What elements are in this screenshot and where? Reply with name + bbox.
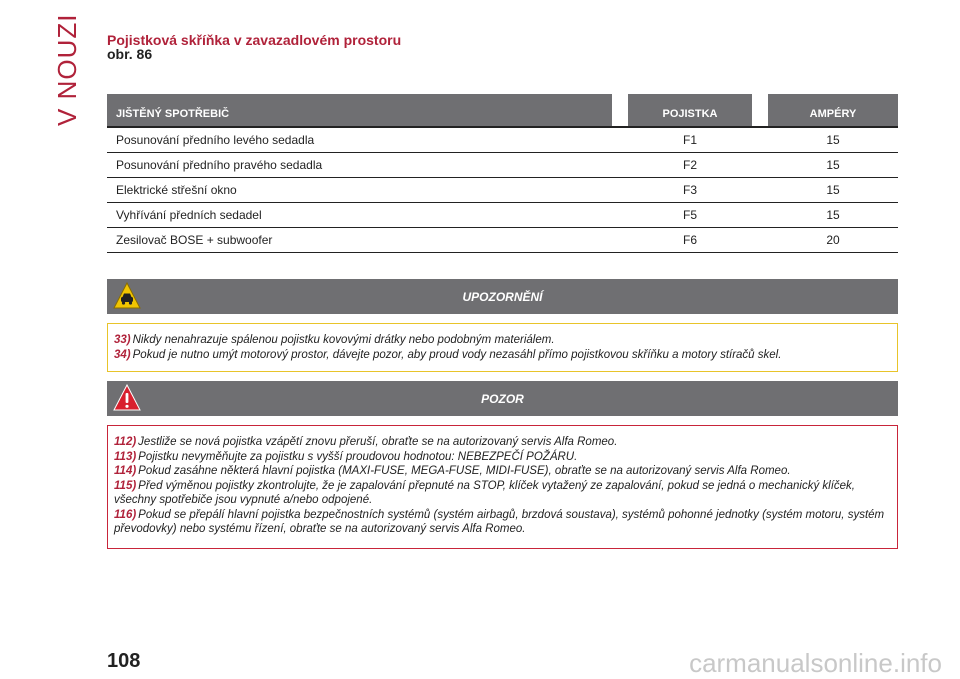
table-cell-consumer: Posunování předního levého sedadla [116, 133, 315, 147]
danger-item-number: 113) [114, 450, 137, 463]
fuse-table [107, 94, 898, 253]
danger-item-text: Před výměnou pojistky zkontrolujte, že je zapalování přepnuté na STOP, klíček vytažený ze zapalování, pokud se jedná o mechanický klíček, všechny spotřebiče jsou vypnuté a/nebo odpojené. [114, 479, 855, 506]
table-cell-consumer: Zesilovač BOSE + subwoofer [116, 233, 273, 247]
watermark: carmanualsonline.info [689, 648, 942, 678]
danger-item-text: Pojistku nevyměňujte za pojistku s vyšší proudovou hodnotou: NEBEZPEČÍ POŽÁRU. [138, 450, 578, 463]
table-body [107, 126, 898, 253]
column-header-fuse: POJISTKA [628, 94, 752, 126]
danger-item-text: Pokud se přepálí hlavní pojistka bezpečnostních systémů (systém airbagů, brzdová soustava), systémů pohonné jednotky (systém motoru, systém převodovky) nebo systému řízení, obraťte se na autorizovaný servis Alfa Romeo. [114, 508, 885, 535]
danger-item-number: 116) [114, 508, 137, 521]
column-header-consumer: JIŠTĚNÝ SPOTŘEBIČ [107, 94, 612, 126]
warning-item-number: 33) [114, 334, 131, 346]
table-cell-fuse: F2 [682, 158, 697, 172]
table-row [107, 203, 898, 228]
danger-item-number: 114) [114, 465, 137, 477]
table-cell-amperes: 15 [826, 208, 840, 222]
table-cell-amperes: 15 [826, 133, 840, 147]
danger-header-bar [107, 381, 898, 416]
danger-item-number: 112) [114, 436, 137, 448]
danger-item [114, 435, 891, 450]
table-row [107, 228, 898, 253]
table-cell-fuse: F1 [682, 133, 697, 147]
table-cell-consumer: Posunování předního pravého sedadla [116, 158, 323, 172]
table-cell-amperes: 20 [826, 233, 840, 247]
warning-item [114, 333, 891, 348]
danger-item-text: Jestliže se nová pojistka vzápětí znovu přeruší, obraťte se na autorizovaný servis Alfa Romeo. [138, 436, 618, 448]
column-header-amperes: AMPÉRY [768, 94, 898, 126]
danger-item-text: Pokud zasáhne některá hlavní pojistka (MAXI-FUSE, MEGA-FUSE, MIDI-FUSE), obraťte se na autorizovaný servis Alfa Romeo. [138, 465, 791, 477]
table-cell-amperes: 15 [826, 158, 840, 172]
warning-item-text: Nikdy nenahrazuje spálenou pojistku kovovými drátky nebo podobným materiálem. [132, 334, 555, 346]
table-header [107, 94, 898, 126]
table-cell-consumer: Elektrické střešní okno [116, 183, 237, 197]
danger-box [107, 425, 898, 549]
page-title: Pojistková skříňka v zavazadlovém prostoru [107, 32, 402, 48]
danger-item [114, 450, 891, 465]
table-row [107, 128, 898, 153]
warning-header-bar [107, 279, 898, 314]
warning-item [114, 348, 891, 363]
danger-title: POZOR [481, 392, 524, 406]
table-row [107, 178, 898, 203]
danger-item [114, 479, 891, 508]
table-cell-fuse: F6 [682, 233, 697, 247]
table-cell-amperes: 15 [826, 183, 840, 197]
warning-title: UPOZORNĚNÍ [462, 290, 543, 304]
section-side-label [52, 13, 82, 130]
section-side-label-text: V NOUZI [52, 13, 82, 126]
table-cell-consumer: Vyhřívání předních sedadel [116, 208, 262, 222]
danger-item [114, 464, 891, 479]
danger-item-number: 115) [114, 479, 137, 492]
page-number: 108 [107, 650, 141, 672]
table-cell-fuse: F5 [682, 208, 697, 222]
table-row [107, 153, 898, 178]
warning-item-number: 34) [114, 348, 131, 361]
figure-reference: obr. 86 [107, 46, 153, 62]
warning-item-text: Pokud je nutno umýt motorový prostor, dávejte pozor, aby proud vody nezasáhl přímo pojistkovou skříňku a motory stíračů skel. [132, 348, 782, 361]
table-cell-fuse: F3 [682, 183, 697, 197]
warning-box [107, 323, 898, 372]
danger-item [114, 508, 891, 537]
